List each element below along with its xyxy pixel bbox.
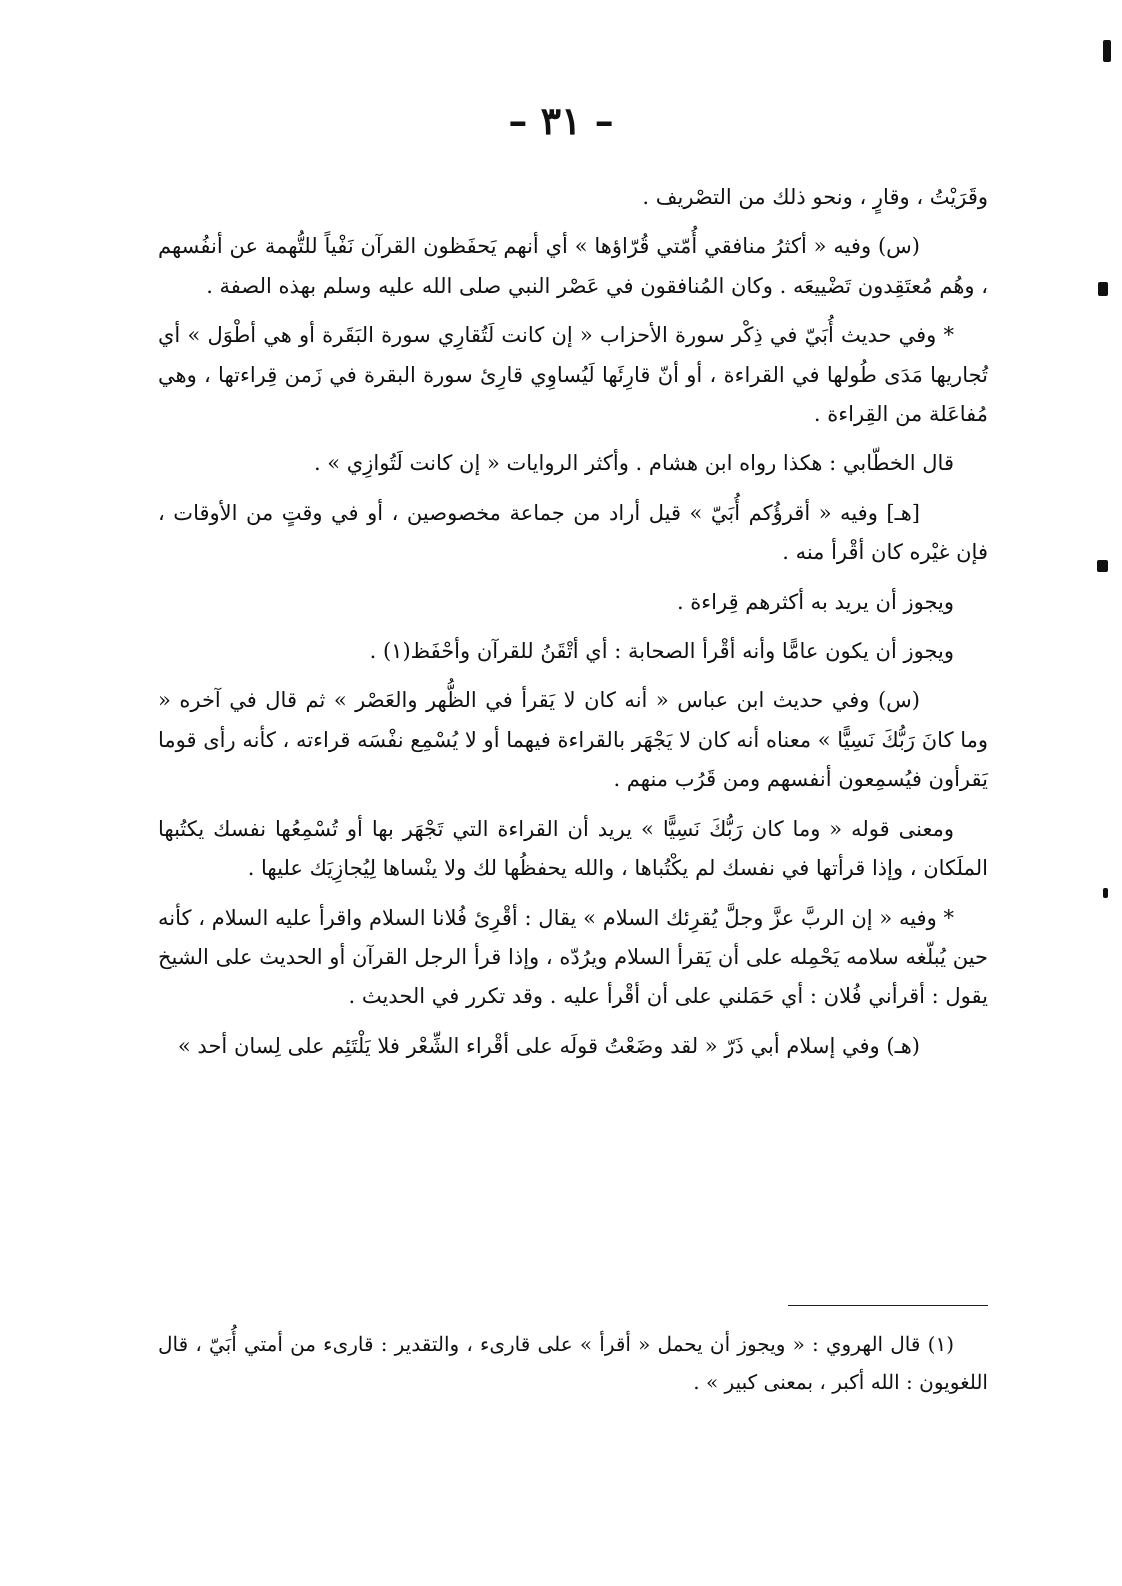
paragraph-text: وفي إسلام أبي ذَرّ « لقد وضَعْتُ قولَه على أقْراء الشِّعْر فلا يَلْتَئِم على لِسان أحد » xyxy=(177,1033,880,1058)
paragraph xyxy=(158,899,988,1017)
footnote-text: (١) قال الهروي : « ويجوز أن يحمل « أقرأ » على قارىء ، والتقدير : قارىء من أمتي أُبَيّ ، قال اللغويون : الله أكبر ، بمعنى كبير » . xyxy=(158,1332,988,1394)
source-marker: [هـ] xyxy=(886,500,920,525)
footnote-divider xyxy=(788,1305,988,1306)
paragraph xyxy=(158,632,988,671)
paragraph xyxy=(158,178,988,217)
paragraph xyxy=(158,494,988,573)
main-text xyxy=(158,178,988,1076)
paragraph-text: ومعنى قوله « وما كان رَبُّكَ نَسِيًّا » يريد أن القراءة التي تَجْهَر بها أو تُسْمِعُها نفسك يكتُبها الملَكان ، وإذا قرأتها في نفسك لم يكْتُباها ، والله يحفظُها لك ولا ينْساها لِيُجازِيَك عليها . xyxy=(158,816,988,881)
scan-edge-mark xyxy=(1098,282,1108,296)
paragraph-text: وفي حديث أُبَيّ في ذِكْر سورة الأحزاب « إن كانت لَتُقارِي سورة البَقَرة أو هي أطْوَل » أي تُجاريها مَدَى طُولها في القراءة ، أو أنّ قارِئَها لَيُساوِي قارِئ سورة البقرة في زَمن قِراءتها ، وهي مُفاعَلة من القِراءة . xyxy=(158,323,988,427)
paragraph xyxy=(158,1027,988,1066)
source-marker: (س) xyxy=(877,688,920,713)
paragraph xyxy=(158,583,988,622)
paragraph-text: وفي حديث ابن عباس « أنه كان لا يَقرأ في الظُّهر والعَصْر » ثم قال في آخره « وما كانَ رَبُّكَ نَسِيًّا » معناه أنه كان لا يَجْهَر بالقراءة فيهما أو لا يُسْمِع نفْسَه قراءته ، كأنه رأى قوما يَقرأون فيُسمِعون أنفسهم ومن قَرُب منهم . xyxy=(158,688,988,792)
asterisk-marker: * xyxy=(943,905,954,930)
scan-edge-mark xyxy=(1103,888,1108,898)
paragraph xyxy=(158,444,988,483)
source-marker: (س) xyxy=(877,234,920,259)
scan-edge-mark xyxy=(1103,40,1111,62)
paragraph-text: ويجوز أن يكون عامًّا وأنه أقْرأ الصحابة : أي أتْقَنُ للقرآن وأحْفَظ(١) . xyxy=(369,639,954,664)
paragraph-text: وقَرَيْتُ ، وقارٍ ، ونحو ذلك من التصْريف . xyxy=(642,185,988,209)
asterisk-marker: * xyxy=(943,323,954,348)
scan-edge-mark xyxy=(1097,560,1108,572)
page-number: – ٣١ – xyxy=(508,98,614,143)
source-marker: (هـ) xyxy=(886,1033,920,1058)
paragraph xyxy=(158,316,988,434)
footnote xyxy=(158,1325,988,1401)
paragraph xyxy=(158,227,988,306)
paragraph-text: وفيه « أكثرُ منافقي أُمّتي قُرّاؤها » أي أنهم يَحفَظون القرآن نَفْياً للتُّهمة عن أنفُسهم ، وهُم مُعتَقِدون تَضْييعَه . وكان المُنافقون في عَصْر النبي صلى الله عليه وسلم بهذه الصفة . xyxy=(158,234,988,298)
paragraph xyxy=(158,810,988,889)
paragraph-text: وفيه « أقرؤُكم أُبَيّ » قيل أراد من جماعة مخصوصين ، أو في وقتٍ من الأوقات ، فإن غيْره كان أقْرأ منه . xyxy=(158,500,988,565)
paragraph-text: وفيه « إن الربَّ عزَّ وجلَّ يُقرِئك السلام » يقال : أقْرِئ فُلانا السلام واقرأ عليه السلام ، كأنه حين يُبلّغه سلامه يَحْمِله على أن يَقرأ السلام ويرُدّه ، وإذا قرأ الرجل القرآن أو الحديث على الشيخ يقول : أقرأني فُلان : أي حَمَلني على أن أقْرأ عليه . وقد تكرر في الحديث . xyxy=(158,905,988,1009)
paragraph xyxy=(158,681,988,799)
paragraph-text: ويجوز أن يريد به أكثرهم قِراءة . xyxy=(676,589,954,614)
paragraph-text: قال الخطّابي : هكذا رواه ابن هشام . وأكثر الروايات « إن كانت لَتُوازِي » . xyxy=(313,451,954,476)
